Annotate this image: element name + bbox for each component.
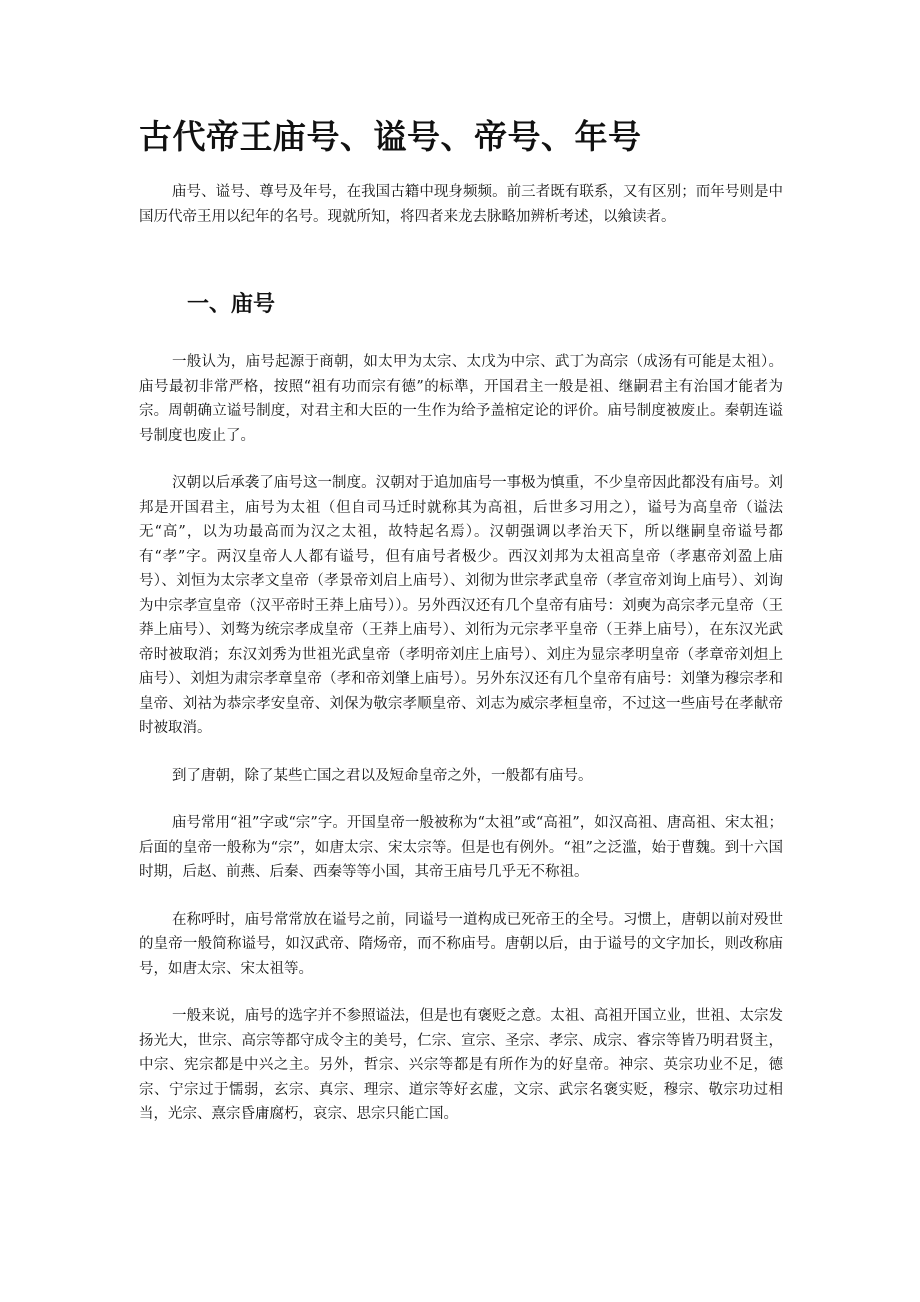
section-heading: 一、庙号 (187, 291, 276, 317)
body-paragraph-3: 到了唐朝，除了某些亡国之君以及短命皇帝之外，一般都有庙号。 (172, 767, 593, 784)
body-paragraph-2: 汉朝以后承袭了庙号这一制度。汉朝对于追加庙号一事极为慎重，不少皇帝因此都没有庙号。刘邦是开国君主，庙号为太祖（但自司马迁时就称其为高祖，后世多习用之），谥号为高皇帝（谥法无“高”，以为功最高而为汉之太祖，故特起名焉）。汉朝强调以孝治天下，所以继嗣皇帝谥号都有“孝”字。两汉皇帝人人都有谥号，但有庙号者极少。西汉刘邦为太祖高皇帝（孝惠帝刘盈上庙号）、刘恒为太宗孝文皇帝（孝景帝刘启上庙号）、刘彻为世宗孝武皇帝（孝宣帝刘询上庙号）、刘询为中宗孝宣皇帝（汉平帝时王莽上庙号））。另外西汉还有几个皇帝有庙号：刘奭为高宗孝元皇帝（王莽上庙号）、刘骜为统宗孝成皇帝（王莽上庙号）、刘衎为元宗孝平皇帝（王莽上庙号），在东汉光武帝时被取消；东汉刘秀为世祖光武皇帝（孝明帝刘庄上庙号）、刘庄为显宗孝明皇帝（孝章帝刘炟上庙号）、刘炟为肃宗孝章皇帝（孝和帝刘肇上庙号）。另外东汉还有几个皇帝有庙号：刘肇为穆宗孝和皇帝、刘祜为恭宗孝安皇帝、刘保为敬宗孝顺皇帝、刘志为威宗孝桓皇帝，不过这一些庙号在孝献帝时被取消。 (139, 475, 783, 736)
document-title: 古代帝王庙号、谥号、帝号、年号 (139, 117, 642, 156)
body-paragraph-4: 庙号常用“祖”字或“宗”字。开国皇帝一般被称为“太祖”或“高祖”，如汉高祖、唐高祖、宋太祖；后面的皇帝一般称为“宗”，如唐太宗、宋太宗等。但是也有例外。“祖”之泛滥，始于曹魏。到十六国时期，后赵、前燕、后秦、西秦等等小国，其帝王庙号几乎无不称祖。 (139, 815, 783, 880)
body-paragraph-1: 一般认为，庙号起源于商朝，如太甲为太宗、太戊为中宗、武丁为高宗（成汤有可能是太祖）。庙号最初非常严格，按照“祖有功而宗有德”的标準，开国君主一般是祖、继嗣君主有治国才能者为宗。周朝确立谥号制度，对君主和大臣的一生作为给予盖棺定论的评价。庙号制度被废止。秦朝连谥号制度也废止了。 (139, 354, 783, 444)
document-page (139, 0, 783, 1302)
body-paragraph-5: 在称呼时，庙号常常放在谥号之前，同谥号一道构成已死帝王的全号。习惯上，唐朝以前对殁世的皇帝一般简称谥号，如汉武帝、隋炀帝，而不称庙号。唐朝以后，由于谥号的文字加长，则改称庙号，如唐太宗、宋太祖等。 (139, 911, 783, 977)
section-body (139, 350, 783, 1150)
intro-paragraph: 庙号、谥号、尊号及年号，在我国古籍中现身频频。前三者既有联系，又有区别；而年号则是中国历代帝王用以纪年的名号。现就所知，将四者来龙去脉略加辨析考述，以飨读者。 (139, 184, 783, 225)
body-paragraph-6: 一般来说，庙号的选字并不参照谥法，但是也有褒贬之意。太祖、高祖开国立业，世祖、太宗发扬光大，世宗、高宗等都守成令主的美号，仁宗、宣宗、圣宗、孝宗、成宗、睿宗等皆乃明君贤主，中宗、宪宗都是中兴之主。另外，哲宗、兴宗等都是有所作为的好皇帝。神宗、英宗功业不足，德宗、宁宗过于懦弱，玄宗、真宗、理宗、道宗等好玄虚，文宗、武宗名褒实贬，穆宗、敬宗功过相当，光宗、熹宗昏庸腐朽，哀宗、思宗只能亡国。 (139, 1008, 783, 1122)
